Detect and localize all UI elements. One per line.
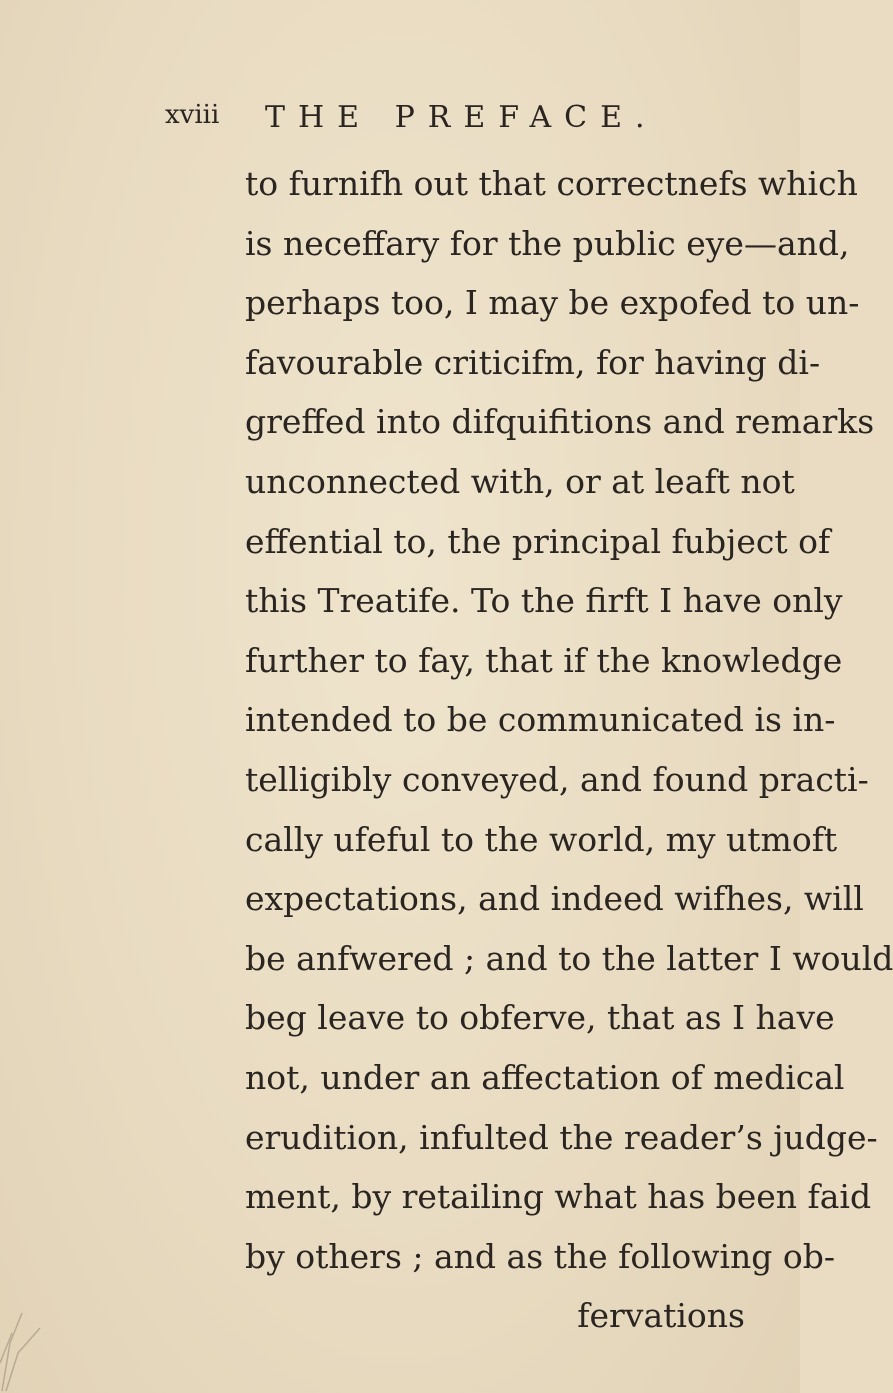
text-line: perhaps too, I may be expofed to un-: [245, 283, 860, 323]
text-line: unconnected with, or at leaft not: [245, 461, 795, 501]
page-number: xviii: [165, 100, 220, 130]
text-line: beg leave to obferve, that as I have: [245, 998, 835, 1038]
text-line: this Treatife. To the firft I have only: [245, 581, 843, 621]
running-head: THE PREFACE.: [265, 100, 658, 135]
text-line: cally ufeful to the world, my utmoft: [245, 819, 838, 859]
text-line: favourable criticifm, for having di-: [245, 342, 821, 382]
text-line: is neceffary for the public eye—and,: [245, 223, 850, 263]
text-line: be anfwered ; and to the latter I would: [245, 938, 893, 978]
body-text: [245, 161, 893, 1353]
catchword: fervations: [577, 1296, 745, 1336]
text-line: greffed into difquifitions and remarks: [245, 402, 875, 442]
text-line: telligibly conveyed, and found practi-: [245, 759, 869, 799]
page-smudge: [0, 1273, 60, 1393]
text-line: effential to, the principal fubject of: [245, 521, 831, 561]
text-line: expectations, and indeed wifhes, will: [245, 879, 864, 919]
text-line: to furnifh out that correctnefs which: [245, 164, 858, 203]
text-line: erudition, infulted the reader’s judge-: [245, 1117, 878, 1157]
text-line: ment, by retailing what has been faid: [245, 1177, 872, 1217]
text-line: intended to be communicated is in-: [245, 700, 836, 740]
text-line: by others ; and as the following ob-: [245, 1236, 836, 1276]
page-header: [165, 100, 725, 140]
text-line: not, under an affectation of medical: [245, 1057, 845, 1097]
text-line: further to fay, that if the knowledge: [245, 640, 843, 680]
